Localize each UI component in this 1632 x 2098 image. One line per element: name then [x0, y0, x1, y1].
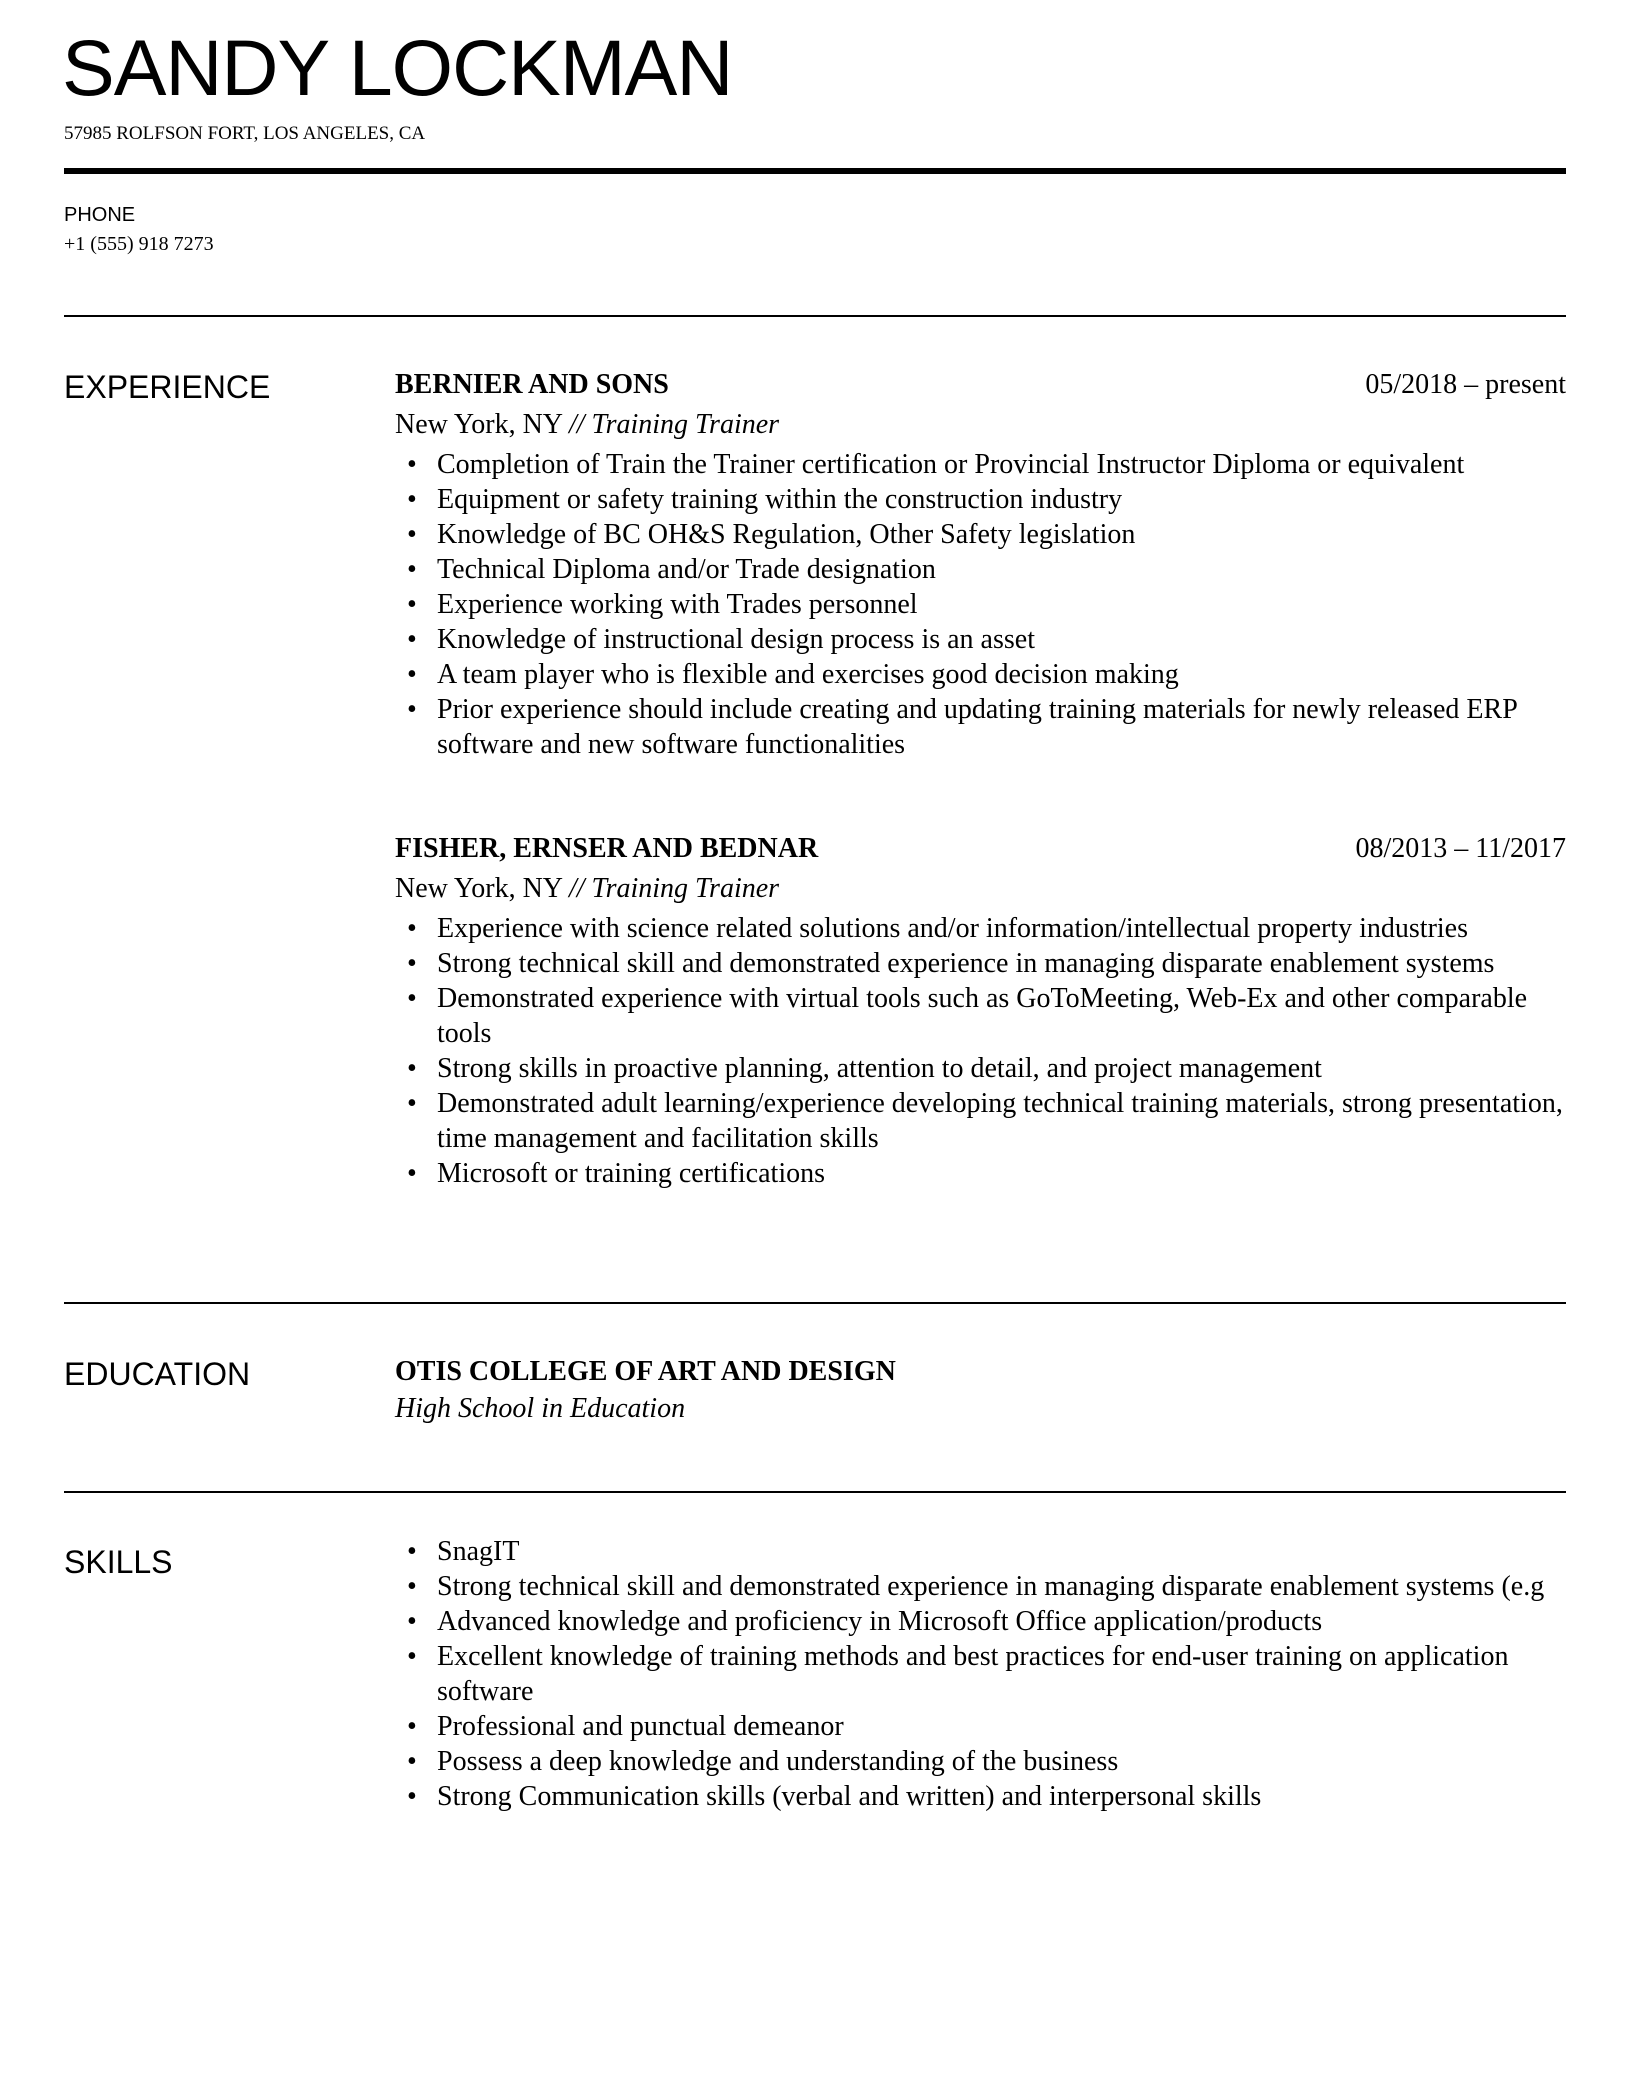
- phone-number: +1 (555) 918 7273: [64, 233, 214, 255]
- bullet-item: • Strong technical skill and demonstrated experience in managing disparate enablement systems: [437, 946, 1566, 981]
- section-divider: [64, 1302, 1566, 1304]
- degree: High School in Education: [395, 1393, 686, 1424]
- job-bullets: [395, 447, 1566, 762]
- bullet-item: • Prior experience should include creating and updating training materials for newly released ERP software and new software functionalities: [437, 692, 1566, 762]
- section-divider: [64, 315, 1566, 317]
- section-divider: [64, 1491, 1566, 1493]
- bullet-item: • Advanced knowledge and proficiency in Microsoft Office application/products: [437, 1604, 1566, 1639]
- bullet-item: • Strong Communication skills (verbal and written) and interpersonal skills: [437, 1779, 1566, 1814]
- bullet-item: • SnagIT: [437, 1534, 1566, 1569]
- address: 57985 ROLFSON FORT, LOS ANGELES, CA: [64, 123, 426, 144]
- bullet-item: • Demonstrated adult learning/experience developing technical training materials, strong presentation, time management and facilitation skills: [437, 1086, 1566, 1156]
- skills-heading: SKILLS: [64, 1544, 173, 1580]
- bullet-item: • Knowledge of BC OH&S Regulation, Other Safety legislation: [437, 517, 1566, 552]
- job-location: New York, NY: [395, 409, 562, 440]
- bullet-item: • Equipment or safety training within the construction industry: [437, 482, 1566, 517]
- bullet-item: • Microsoft or training certifications: [437, 1156, 1566, 1191]
- bullet-item: • Completion of Train the Trainer certification or Provincial Instructor Diploma or equivalent: [437, 447, 1566, 482]
- bullet-item: • Possess a deep knowledge and understanding of the business: [437, 1744, 1566, 1779]
- bullet-item: • Experience working with Trades personnel: [437, 587, 1566, 622]
- job-dates: 08/2013 – 11/2017: [1355, 833, 1566, 864]
- separator: //: [568, 409, 585, 440]
- bullet-item: • Professional and punctual demeanor: [437, 1709, 1566, 1744]
- education-entry: [395, 1354, 1566, 1426]
- job-location: New York, NY: [395, 873, 562, 904]
- job-title: Training Trainer: [591, 409, 780, 440]
- separator: //: [568, 873, 585, 904]
- job-title: Training Trainer: [591, 873, 780, 904]
- job-dates: 05/2018 – present: [1365, 369, 1566, 400]
- bullet-item: • Demonstrated experience with virtual tools such as GoToMeeting, Web-Ex and other comparable tools: [437, 981, 1566, 1051]
- skills-bullets: [395, 1534, 1566, 1814]
- bullet-item: • Experience with science related solutions and/or information/intellectual property industries: [437, 911, 1566, 946]
- job-bullets: [395, 911, 1566, 1191]
- skills-list: [395, 1534, 1566, 1814]
- bullet-item: • Strong technical skill and demonstrated experience in managing disparate enablement systems (e.g: [437, 1569, 1566, 1604]
- education-heading: EDUCATION: [64, 1356, 251, 1392]
- phone-label: PHONE: [64, 204, 136, 226]
- job-entry: [395, 367, 1566, 762]
- candidate-name: SANDY LOCKMAN: [62, 23, 733, 112]
- header-divider: [64, 168, 1566, 174]
- company-name: BERNIER AND SONS: [395, 369, 669, 400]
- company-name: FISHER, ERNSER AND BEDNAR: [395, 833, 819, 864]
- bullet-item: • Excellent knowledge of training methods and best practices for end-user training on application software: [437, 1639, 1566, 1709]
- job-entry: [395, 831, 1566, 1191]
- bullet-item: • Strong skills in proactive planning, attention to detail, and project management: [437, 1051, 1566, 1086]
- experience-heading: EXPERIENCE: [64, 369, 271, 405]
- school-name: OTIS COLLEGE OF ART AND DESIGN: [395, 1356, 896, 1387]
- bullet-item: • A team player who is flexible and exercises good decision making: [437, 657, 1566, 692]
- bullet-item: • Technical Diploma and/or Trade designation: [437, 552, 1566, 587]
- bullet-item: • Knowledge of instructional design process is an asset: [437, 622, 1566, 657]
